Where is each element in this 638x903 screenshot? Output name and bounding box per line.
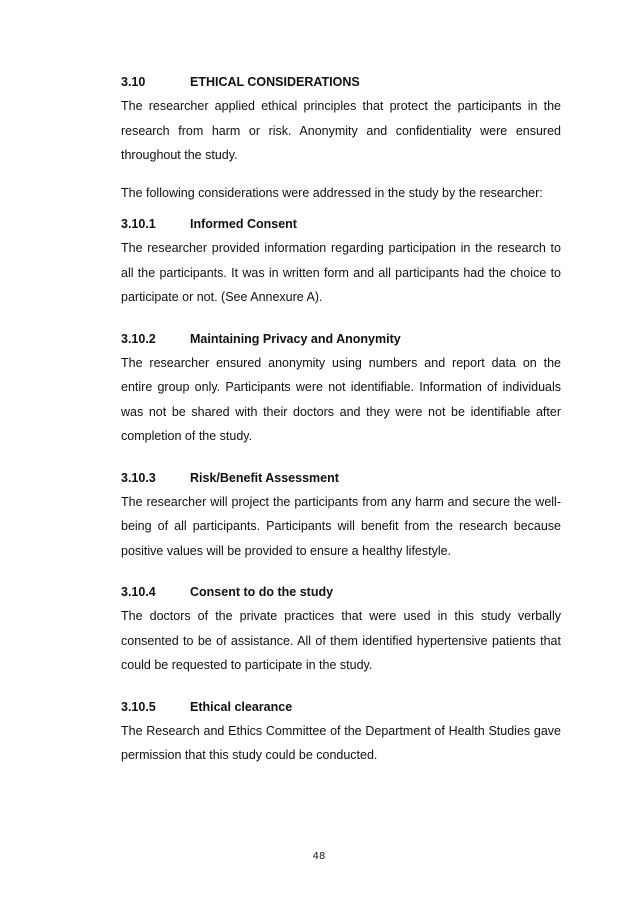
subsection-paragraph: The researcher provided information regarding participation in the research to all the participants. It was in written form and all participants had the choice to participate or not. (See Annexure A). <box>121 241 561 304</box>
subsection-paragraph: The Research and Ethics Committee of the Department of Health Studies gave permission that this study could be conducted. <box>121 723 561 762</box>
subsection-title: Risk/Benefit Assessment <box>190 470 339 485</box>
subsection-number: 3.10.4 <box>121 585 156 599</box>
subsection-title: Maintaining Privacy and Anonymity <box>190 331 401 346</box>
subsection-number: 3.10.3 <box>121 470 156 485</box>
subsection-number: 3.10.2 <box>121 331 156 346</box>
section-paragraph: The researcher applied ethical principles that protect the participants in the research from harm or risk. Anonymity and confidentiality were ensured throughout the study. <box>121 99 561 162</box>
page-number: 48 <box>312 851 326 862</box>
subsection-number: 3.10.1 <box>121 217 156 231</box>
subsection-title: Informed Consent <box>190 217 297 231</box>
page-content <box>121 74 561 768</box>
section-number: 3.10 <box>121 75 146 89</box>
section-title: ETHICAL CONSIDERATIONS <box>190 75 360 89</box>
section-heading-3-10 <box>121 74 561 90</box>
subsection-heading-3-10-1 <box>121 216 561 232</box>
subsection-heading-3-10-5 <box>121 699 561 715</box>
subsection-title: Consent to do the study <box>190 585 334 599</box>
subsection-paragraph: The doctors of the private practices that were used in this study verbally consented to be of assistance. All of them identified hypertensive patients that could be requested to participate in the study. <box>121 609 561 672</box>
subsection-title: Ethical clearance <box>190 699 293 714</box>
subsection-number: 3.10.5 <box>121 699 156 714</box>
subsection-heading-3-10-3 <box>121 470 561 486</box>
subsection-paragraph: The researcher ensured anonymity using numbers and report data on the entire group only. Participants were not identifiable. Information of individuals was not be shared with their doctors and they were not be identifiable after completion of the study. <box>121 355 561 443</box>
intro-paragraph: The following considerations were addressed in the study by the researcher: <box>121 185 543 200</box>
subsection-paragraph: The researcher will project the participants from any harm and secure the well-being of all participants. Participants will benefit from the research because positive values will be provided to ensure a healthy lifestyle. <box>121 494 561 558</box>
subsection-heading-3-10-2 <box>121 331 561 347</box>
subsection-heading-3-10-4 <box>121 584 561 600</box>
